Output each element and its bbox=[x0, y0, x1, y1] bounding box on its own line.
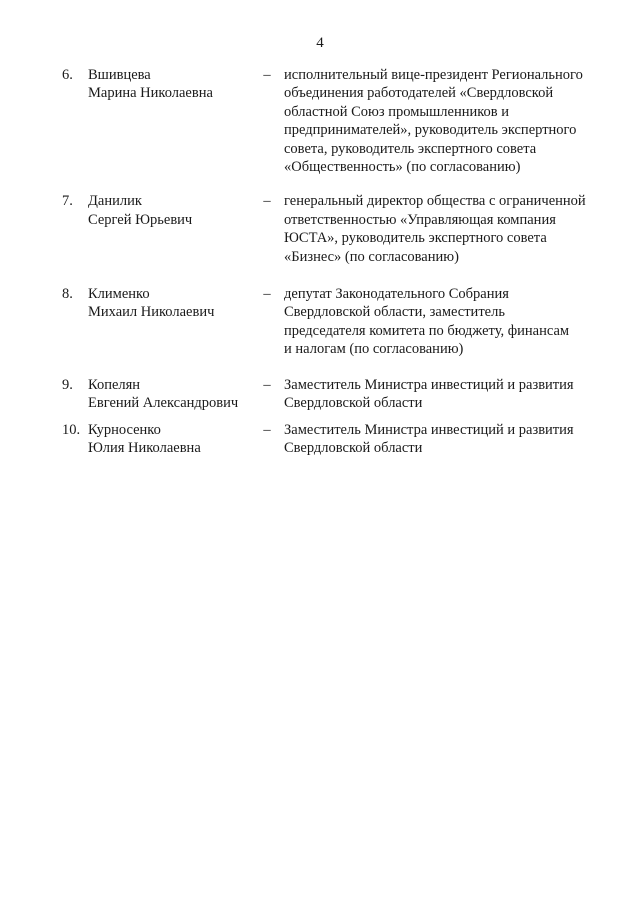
position-line: и налогам (по согласованию) bbox=[284, 341, 464, 358]
position-line: областной Союз промышленников и bbox=[284, 103, 510, 120]
position-line: Заместитель Министра инвестиций и развития bbox=[284, 376, 574, 393]
member-given-names: Марина Николаевна bbox=[88, 85, 213, 102]
position-line: объединения работодателей «Свердловской bbox=[284, 85, 554, 102]
member-position bbox=[284, 421, 610, 458]
position-line: «Общественность» (по согласованию) bbox=[284, 159, 521, 176]
separator-dash: – bbox=[263, 421, 271, 438]
item-number: 9. bbox=[62, 376, 73, 393]
member-surname: Курносенко bbox=[88, 421, 161, 438]
position-line: председателя комитета по бюджету, финансам bbox=[284, 322, 570, 339]
position-line: генеральный директор общества с ограниченной bbox=[284, 193, 586, 210]
position-line: предпринимателей», руководитель экспертного bbox=[284, 122, 577, 139]
list-item bbox=[62, 421, 610, 458]
member-name bbox=[88, 192, 258, 229]
member-position bbox=[284, 285, 610, 359]
separator-dash: – bbox=[263, 67, 271, 83]
member-list bbox=[62, 66, 610, 457]
position-line: ответственностью «Управляющая компания bbox=[284, 211, 556, 228]
member-name bbox=[88, 421, 258, 458]
list-item bbox=[62, 192, 610, 266]
page-number: 4 bbox=[316, 35, 324, 51]
separator-dash: – bbox=[263, 286, 271, 303]
position-line: Свердловской области bbox=[284, 439, 423, 456]
list-item bbox=[62, 285, 610, 359]
item-number: 8. bbox=[62, 286, 73, 303]
position-line: совета, руководитель экспертного совета bbox=[284, 140, 537, 157]
position-line: исполнительный вице-президент Регионального bbox=[284, 67, 583, 83]
member-surname: Копелян bbox=[88, 376, 141, 393]
member-given-names: Сергей Юрьевич bbox=[88, 211, 193, 228]
position-line: Свердловской области, заместитель bbox=[284, 304, 505, 321]
item-number: 7. bbox=[62, 193, 73, 210]
item-number: 10. bbox=[62, 421, 81, 438]
member-name bbox=[88, 376, 258, 413]
position-line: депутат Законодательного Собрания bbox=[284, 286, 509, 303]
member-given-names: Евгений Александрович bbox=[88, 395, 239, 412]
list-item bbox=[62, 66, 610, 176]
member-surname: Данилик bbox=[88, 193, 142, 210]
member-surname: Вшивцева bbox=[88, 67, 151, 83]
member-name bbox=[88, 66, 258, 103]
member-position bbox=[284, 192, 610, 266]
position-line: ЮСТА», руководитель экспертного совета bbox=[284, 230, 547, 247]
position-line: Свердловской области bbox=[284, 395, 423, 412]
member-given-names: Михаил Николаевич bbox=[88, 304, 215, 321]
member-position bbox=[284, 376, 610, 413]
position-line: «Бизнес» (по согласованию) bbox=[284, 248, 459, 265]
separator-dash: – bbox=[263, 193, 271, 210]
list-item bbox=[62, 376, 610, 413]
separator-dash: – bbox=[263, 376, 271, 393]
member-position bbox=[284, 66, 610, 176]
item-number: 6. bbox=[62, 67, 73, 83]
position-line: Заместитель Министра инвестиций и развития bbox=[284, 421, 574, 438]
member-given-names: Юлия Николаевна bbox=[88, 439, 201, 456]
member-name bbox=[88, 285, 258, 322]
member-surname: Клименко bbox=[88, 286, 150, 303]
